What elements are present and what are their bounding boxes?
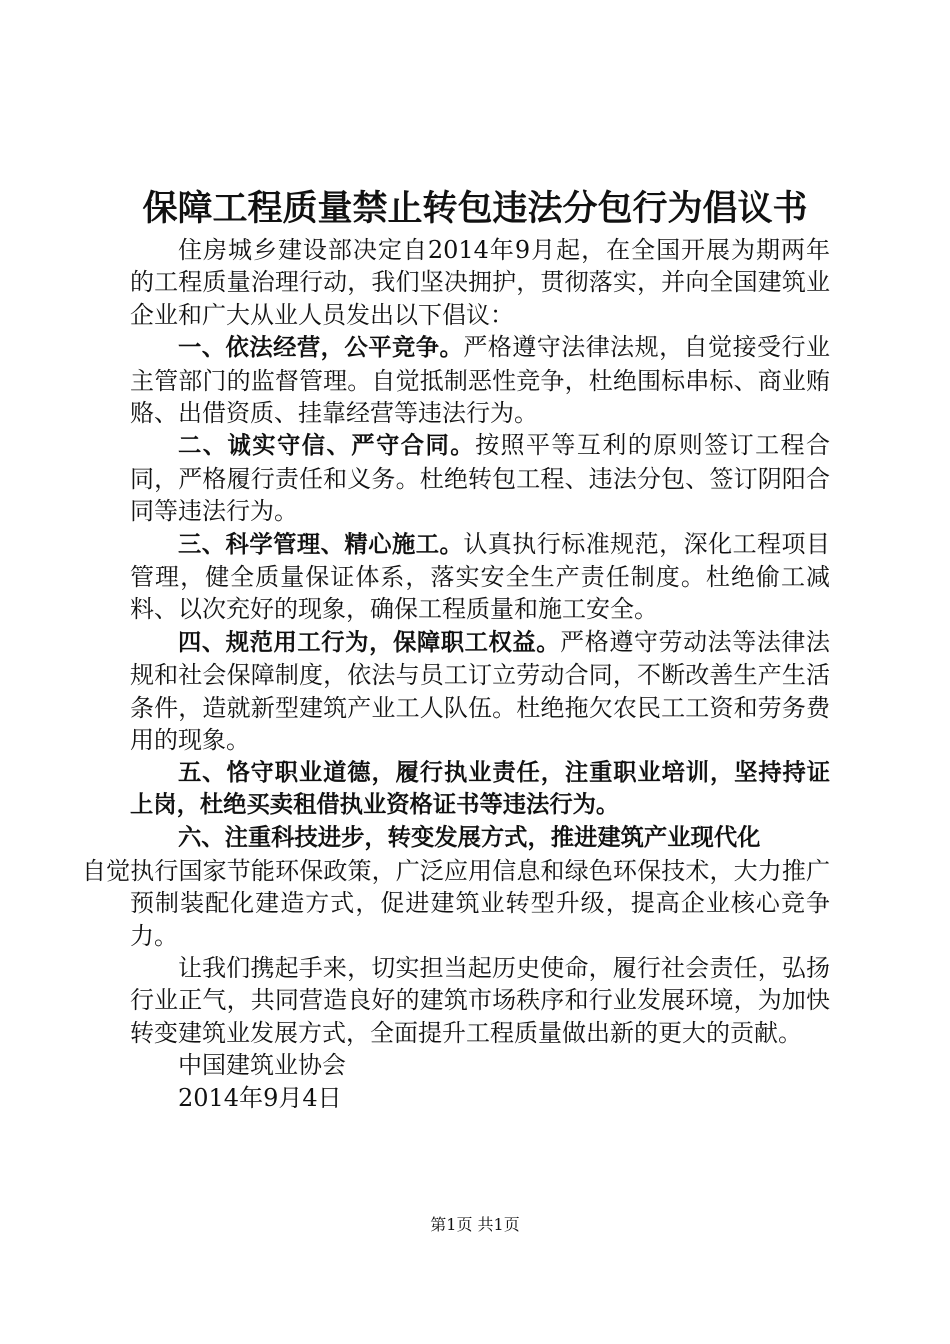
- proposal-item-3-text: 认真执行标准规范，深化工程项目管理，健全质量保证体系，落实安全生产责任制度。杜绝偷工减料、以次充好的现象，确保工程质量和施工安全。: [130, 529, 831, 624]
- signature-org: 中国建筑业协会: [178, 1051, 346, 1080]
- proposal-item-1: [130, 331, 830, 429]
- proposal-item-1-text: 严格遵守法律法规，自觉接受行业主管部门的监督管理。自觉抵制恶性竞争，杜绝围标串标、商业贿赂、出借资质、挂靠经营等违法行为。: [130, 333, 831, 428]
- document-title: 保障工程质量禁止转包违法分包行为倡议书: [142, 189, 808, 229]
- intro-paragraph: 住房城乡建设部决定自2014年9月起，在全国开展为期两年的工程质量治理行动，我们坚决拥护，贯彻落实，并向全国建筑业企业和广大从业人员发出以下倡议：: [130, 236, 830, 329]
- proposal-item-3-heading: 三、科学管理、精心施工。: [178, 530, 464, 558]
- page-footer: 第1页 共1页: [430, 1215, 520, 1234]
- closing-paragraph: 让我们携起手来，切实担当起历史使命，履行社会责任，弘扬行业正气，共同营造良好的建筑市场秩序和行业发展环境，为加快转变建筑业发展方式，全面提升工程质量做出新的更大的贡献。: [130, 953, 830, 1047]
- proposal-item-6: [82, 821, 830, 952]
- proposal-item-2: [130, 429, 830, 527]
- proposal-item-1-heading: 一、依法经营，公平竞争。: [178, 334, 464, 362]
- proposal-item-4-text: 严格遵守劳动法等法律法规和社会保障制度，依法与员工订立劳动合同，不断改善生产生活条件，造就新型建筑产业工人队伍。杜绝拖欠农民工工资和劳务费用的现象。: [130, 627, 831, 755]
- proposal-item-5-heading: 五、恪守职业道德，履行执业责任，注重职业培训，坚持持证上岗，杜绝买卖租借执业资格证书等违法行为。: [130, 758, 830, 818]
- proposal-item-3: [130, 528, 830, 626]
- proposal-item-6-heading: 六、注重科技进步，转变发展方式，推进建筑产业现代化: [178, 824, 761, 852]
- proposal-item-6-text: 自觉执行国家节能环保政策，广泛应用信息和绿色环保技术，大力推广预制装配化建造方式，促进建筑业转型升级，提高企业核心竞争力。: [82, 856, 830, 950]
- document-body: [82, 234, 831, 1114]
- proposal-item-2-text: 按照平等互利的原则签订工程合同，严格履行责任和义务。杜绝转包工程、违法分包、签订阴阳合同等违法行为。: [130, 431, 831, 526]
- proposal-item-4-heading: 四、规范用工行为，保障职工权益。: [178, 628, 561, 656]
- proposal-item-4: [130, 626, 830, 757]
- signature-date: 2014年9月4日: [178, 1083, 342, 1112]
- proposal-item-2-heading: 二、诚实守信、严守合同。: [178, 432, 476, 460]
- proposal-item-5: [130, 757, 830, 822]
